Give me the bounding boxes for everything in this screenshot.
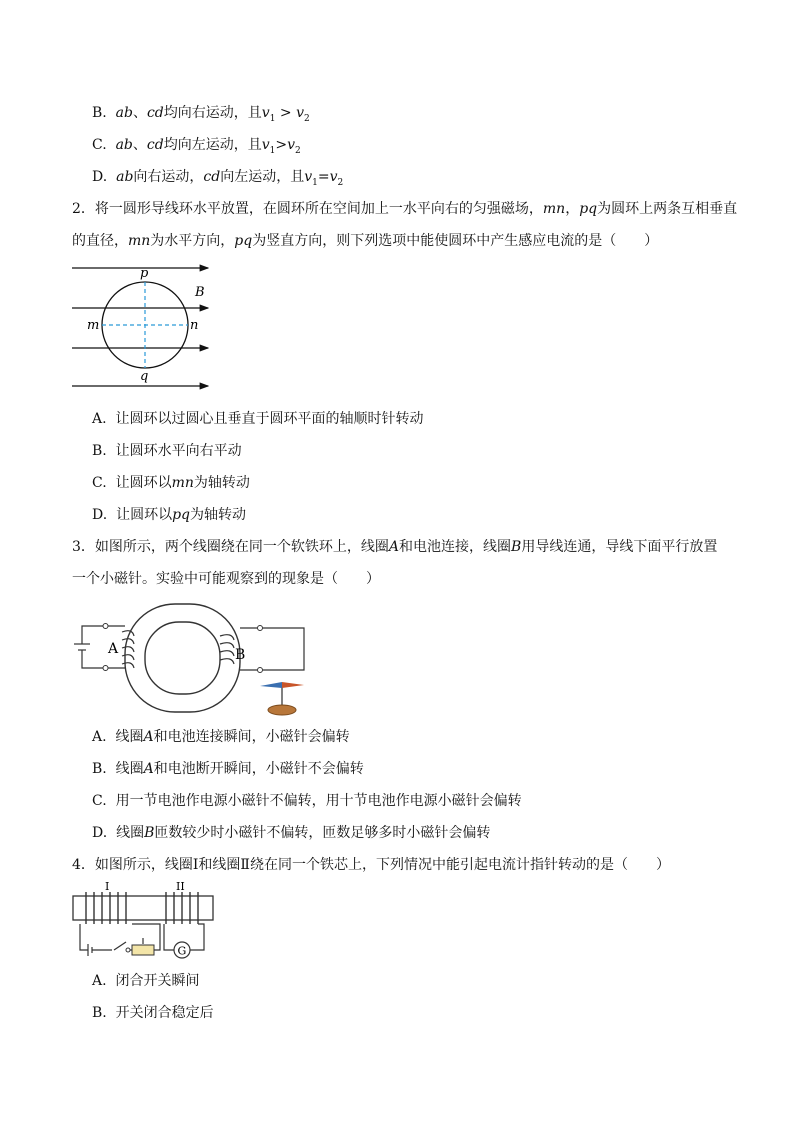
q3-iron-ring-figure	[70, 596, 310, 722]
galvanometer-label: G	[177, 944, 187, 958]
q4-iron-core-figure	[70, 878, 218, 962]
q3-option-b: B. 线圈A和电池断开瞬间，小磁针不会偏转	[92, 761, 364, 777]
rheostat	[132, 945, 154, 955]
label-b-field: B	[195, 285, 205, 300]
coil-ii-label: II	[176, 880, 185, 893]
q2-stem-line1: 2．将一圆形导线环水平放置，在圆环所在空间加上一水平向右的匀强磁场，mn，pq为圆环上两条互相垂直	[72, 201, 738, 217]
label-n: n	[190, 318, 199, 333]
iron-ring-outer	[125, 604, 240, 712]
coil-a-label: A	[108, 641, 119, 657]
q4-option-a: A. 闭合开关瞬间	[92, 973, 200, 989]
q2-magnetic-field-figure	[70, 258, 215, 394]
q3-option-d: D. 线圈B匝数较少时小磁针不偏转，匝数足够多时小磁针会偏转	[92, 825, 491, 841]
q1-option-d: D. ab向右运动，cd向左运动，且$v_1=v_2$	[92, 169, 344, 188]
terminal-a-bottom	[103, 666, 108, 671]
label-q: q	[140, 369, 149, 384]
q2-option-c: C. 让圆环以mn为轴转动	[92, 475, 250, 491]
q4-option-b: B. 开关闭合稳定后	[92, 1005, 214, 1021]
label-p: p	[140, 266, 149, 281]
q3-option-a: A. 线圈A和电池连接瞬间，小磁针会偏转	[92, 729, 350, 745]
terminal-b-bottom	[258, 668, 263, 673]
switch-contact	[126, 948, 130, 952]
q3-stem-line2: 一个小磁针。实验中可能观察到的现象是（ ）	[72, 571, 380, 587]
coil-i-label: I	[105, 880, 110, 893]
label-m: m	[87, 318, 100, 333]
q1-option-c: C. ab、cd均向左运动，且$v_1>v_2$	[92, 137, 301, 156]
coil-b-label: B	[235, 647, 246, 663]
q2-stem-line2: 的直径，mn为水平方向，pq为竖直方向，则下列选项中能使圆环中产生感应电流的是（ ）	[72, 233, 659, 249]
q3-option-c: C. 用一节电池作电源小磁针不偏转，用十节电池作电源小磁针会偏转	[92, 793, 522, 809]
q2-option-b: B. 让圆环水平向右平动	[92, 443, 242, 459]
coil-b	[220, 635, 234, 664]
iron-ring-inner	[145, 622, 220, 694]
compass-needle	[260, 682, 304, 715]
coil-b-circuit	[240, 628, 304, 670]
terminal-b-top	[258, 626, 263, 631]
q3-stem-line1: 3．如图所示，两个线圈绕在同一个软铁环上，线圈A和电池连接，线圈B用导线连通，导线下面平行放置	[72, 539, 718, 555]
q1-option-b: B. ab、cd均向右运动，且$v_1 > v_2$	[92, 105, 310, 124]
q4-stem-line1: 4．如图所示，线圈Ⅰ和线圈Ⅱ绕在同一个铁芯上，下列情况中能引起电流计指针转动的是（ ）	[72, 857, 670, 873]
q2-option-d: D. 让圆环以pq为轴转动	[92, 507, 247, 523]
terminal-a-top	[103, 624, 108, 629]
q2-option-a: A. 让圆环以过圆心且垂直于圆环平面的轴顺时针转动	[92, 411, 424, 427]
